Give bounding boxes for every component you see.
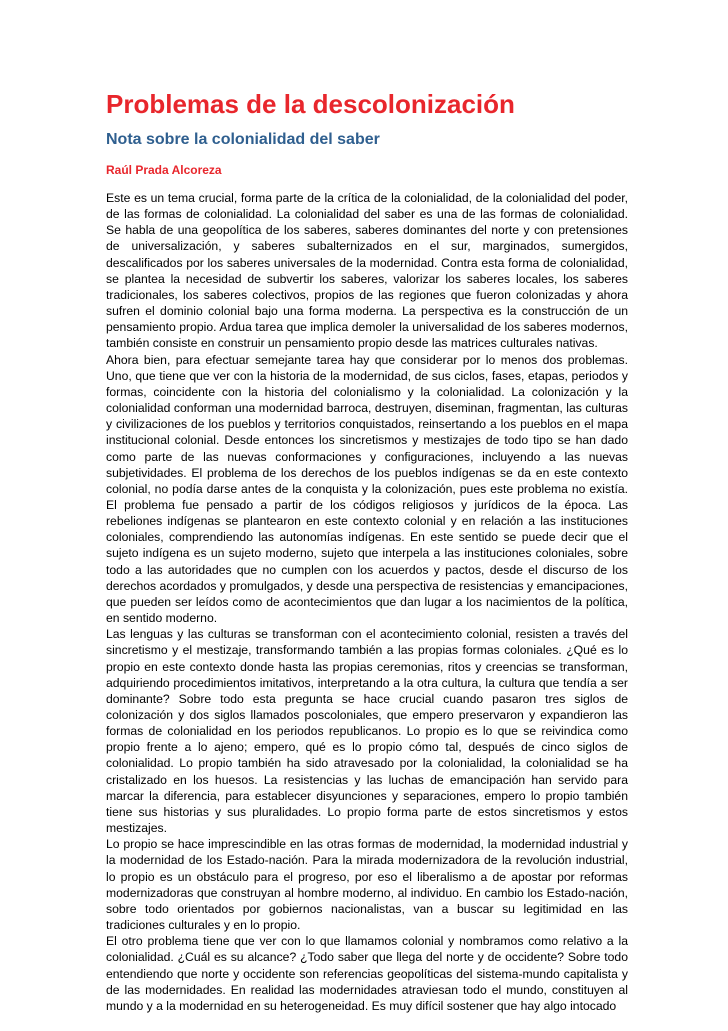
paragraph-1: Este es un tema crucial, forma parte de la crítica de la colonialidad, de la colonialidad del poder, de las formas de colonialidad. La colonialidad del saber es una de las formas de colonialidad. Se habla de una geopolítica de los saberes, saberes dominantes del norte y con pretensiones de universalización, y saberes subalternizados en el sur, marginados, sumergidos, descalificados por los saberes universales de la modernidad. Contra esta forma de colonialidad, se plantea la necesidad de subvertir los saberes, valorizar los saberes locales, los saberes tradicionales, los saberes colectivos, propios de las regiones que fueron colonizadas y ahora sufren el dominio colonial bajo una forma moderna. La perspectiva es la construcción de un pensamiento propio. Ardua tarea que implica demoler la universalidad de los saberes modernos, también consiste en construir un pensamiento propio desde las matrices culturales nativas. bbox=[106, 191, 628, 351]
document-author: Raúl Prada Alcoreza bbox=[106, 163, 222, 177]
document-title: Problemas de la descolonización bbox=[106, 89, 515, 119]
paragraph-3: Las lenguas y las culturas se transforman con el acontecimiento colonial, resisten a través del sincretismo y el mestizaje, transformando también a las propias formas coloniales. ¿Qué es lo propio en este contexto donde hasta las propias ceremonias, ritos y creencias se transforman, adquiriendo procedimientos imitativos, interpretando a la otra cultura, la cultura que tendía a ser dominante? Sobre todo esta pregunta se hace crucial cuando pasaron tres siglos de colonización y dos siglos llamados poscoloniales, que empero preservaron y expandieron las formas de colonialidad en los periodos republicanos. Lo propio es lo que se reivindica como propio frente a lo ajeno; empero, qué es lo propio cómo tal, después de cinco siglos de colonialidad. Lo propio también ha sido atravesado por la colonialidad, la colonialidad se ha cristalizado en los huesos. La resistencias y las luchas de emancipación han servido para marcar la diferencia, para establecer disyunciones y separaciones, empero lo propio también tiene sus historias y sus pluralidades. Lo propio forma parte de estos sincretismos y estos mestizajes. bbox=[106, 627, 628, 836]
paragraph-4: Lo propio se hace imprescindible en las otras formas de modernidad, la modernidad industrial y la modernidad de los Estado-nación. Para la mirada modernizadora de la revolución industrial, lo propio es un obstáculo para el progreso, por eso el liberalismo a de apostar por reformas modernizadoras que construyan al hombre moderno, al individuo. En cambio los Estado-nación, sobre todo orientados por gobiernos nacionalistas, van a buscar su legitimidad en las tradiciones culturales y en lo propio. bbox=[106, 837, 628, 933]
document-body bbox=[106, 190, 628, 1014]
paragraph-5: El otro problema tiene que ver con lo que llamamos colonial y nombramos como relativo a la colonialidad. ¿Cuál es su alcance? ¿Todo saber que llega del norte y de occidente? Sobre todo entendiendo que norte y occidente son referencias geopolíticas del sistema-mundo capitalista y de las modernidades. En realidad las modernidades atraviesan todo el mundo, constituyen al mundo y a la modernidad en su heterogeneidad. Es muy difícil sostener que hay algo intocado bbox=[106, 934, 628, 1013]
document-subtitle: Nota sobre la colonialidad del saber bbox=[106, 131, 380, 148]
paragraph-2: Ahora bien, para efectuar semejante tarea hay que considerar por lo menos dos problemas. Uno, que tiene que ver con la historia de la modernidad, de sus ciclos, fases, etapas, periodos y formas, coincidente con la historia del colonialismo y la colonialidad. La colonización y la colonialidad conforman una modernidad barroca, destruyen, diseminan, fragmentan, las culturas y civilizaciones de los pueblos y territorios conquistados, reinsertando a los pueblos en el mapa institucional colonial. Desde entonces los sincretismos y mestizajes de todo tipo se han dado como parte de las nuevas conformaciones y configuraciones, incluyendo a las nuevas subjetividades. El problema de los derechos de los pueblos indígenas se da en este contexto colonial, no podía darse antes de la conquista y la colonización, pues este problema no existía. El problema fue pensado a partir de los códigos religiosos y jurídicos de la época. Las rebeliones indígenas se plantearon en este contexto colonial y en relación a las instituciones coloniales, comprendiendo las autonomías indígenas. En este sentido se puede decir que el sujeto indígena es un sujeto moderno, sujeto que interpela a las instituciones coloniales, sobre todo a las autoridades que no cumplen con los acuerdos y pactos, desde el discurso de los derechos acordados y promulgados, y desde una perspectiva de resistencias y emancipaciones, que pueden ser leídos como de acontecimientos que dan lugar a los nacimientos de la política, en sentido moderno. bbox=[106, 352, 628, 626]
document-page bbox=[106, 88, 628, 1014]
